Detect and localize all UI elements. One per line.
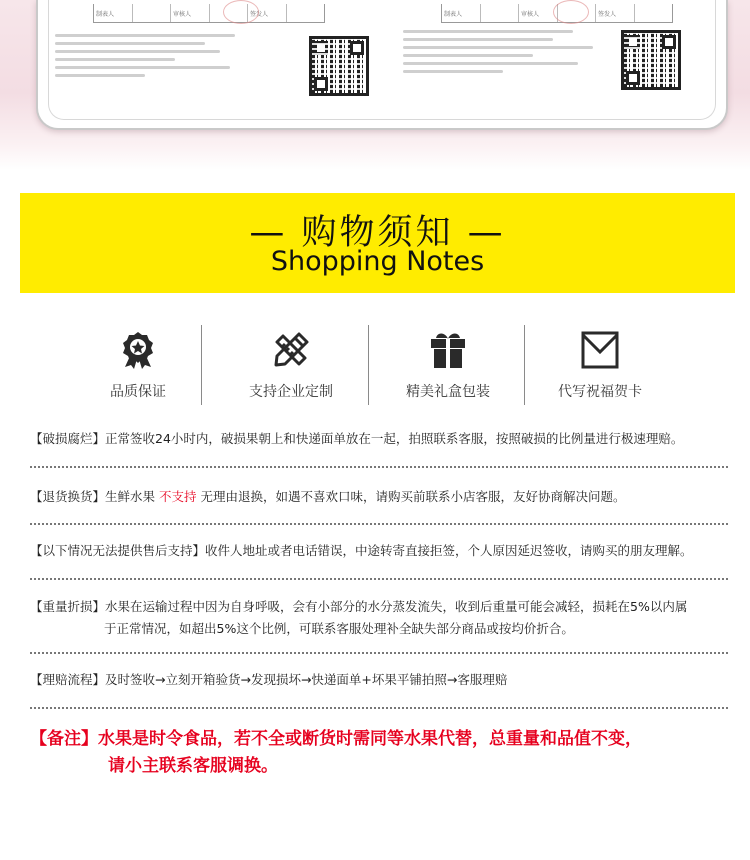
feature-label: 代写祝福贺卡: [558, 384, 642, 400]
pencil-ruler-icon: [271, 330, 311, 370]
gift-box-icon: [428, 330, 468, 370]
feature-gift-box: [368, 325, 528, 405]
qr-code-icon: [621, 30, 681, 90]
banner-subtitle: Shopping Notes: [270, 246, 485, 277]
note-return: 【退货换货】生鲜水果 不支持 无理由退换，如遇不喜欢口味，请购买前联系小店客服，友好协商解决问题。: [30, 489, 626, 504]
shopping-notes-banner: [20, 193, 735, 293]
note-no-service: 【以下情况无法提供售后支持】收件人地址或者电话错误，中途转寄直接拒签，个人原因延迟签收，请购买的朋友理解。: [30, 543, 693, 558]
highlight-not-supported: 不支持: [158, 489, 197, 504]
divider: [201, 325, 202, 405]
feature-list: [58, 325, 698, 405]
note-claim: 【理赔流程】及时签收→立刻开箱验货→发现损坏→快递面单+坏果平铺拍照→客服理赔: [30, 672, 508, 687]
feature-greeting-card: [520, 325, 680, 405]
feature-label: 支持企业定制: [249, 384, 333, 400]
award-ribbon-icon: [118, 330, 158, 370]
note-damage: 【破损腐烂】正常签收24小时内，破损果朝上和快递面单放在一起，拍照联系客服，按照破损的比例量进行极速理赔。: [30, 431, 684, 446]
dotted-divider: [30, 707, 728, 709]
dotted-divider: [30, 652, 728, 654]
feature-label: 品质保证: [110, 384, 166, 400]
envelope-icon: [580, 330, 620, 370]
dotted-divider: [30, 523, 728, 525]
seal-stamp: [553, 0, 589, 24]
certificate-document-right: [403, 0, 703, 105]
feature-quality: [58, 325, 218, 405]
seal-stamp: [223, 0, 259, 24]
remark: 【备注】水果是时令食品，若不全或断货时需同等水果代替，总重量和品值不变， 请小主联系客服调换。: [30, 729, 642, 776]
feature-custom: [211, 325, 371, 405]
note-weight: 【重量折损】水果在运输过程中因为自身呼吸，会有小部分的水分蒸发流失，收到后重量可能会减轻，损耗在5%以内属 于正常情况，如超出5%这个比例，可联系客服处理补全缺失部分商品或按均价折合。: [30, 599, 688, 636]
banner-title: — 购物须知 —: [249, 213, 506, 253]
dotted-divider: [30, 578, 728, 580]
qr-code-icon: [309, 36, 369, 96]
signature-row: 制表人 审核人 签发人: [441, 4, 673, 23]
feature-label: 精美礼盒包装: [406, 384, 490, 400]
dotted-divider: [30, 466, 728, 468]
signature-row: 制表人 审核人 签发人: [93, 4, 325, 23]
certificate-document-left: [55, 0, 355, 105]
